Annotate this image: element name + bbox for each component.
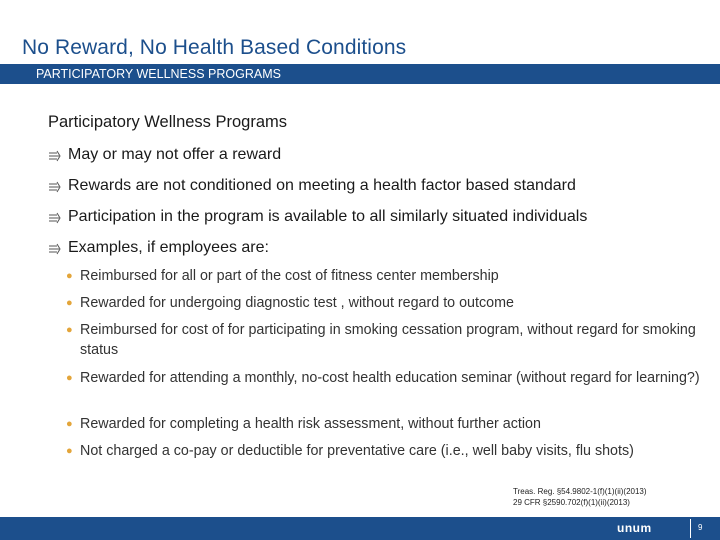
example-text: Reimbursed for all or part of the cost of fitness center membership [80,268,499,284]
example-item [66,368,706,414]
example-text: Rewarded for completing a health risk assessment, without further action [80,416,541,432]
slide-title: No Reward, No Health Based Conditions [22,36,407,59]
main-bullet-text: May or may not offer a reward [68,146,282,163]
citation [513,486,647,508]
bullet-arrow-icon [48,243,62,255]
citation-line: Treas. Reg. §54.9802-1(f)(1)(ii)(2013) [513,487,647,496]
bullet-dot-icon: ● [66,324,73,336]
example-item [66,441,706,483]
example-text: Rewarded for undergoing diagnostic test , without regard to outcome [80,295,514,311]
main-bullet-text: Examples, if employees are: [68,239,269,256]
main-bullet [48,176,708,207]
main-bullet [48,145,708,176]
unum-logo: unum [617,521,652,535]
example-item [66,320,706,368]
bullet-dot-icon: ● [66,445,73,457]
examples-list [66,266,706,483]
bullet-arrow-icon [48,212,62,224]
example-text: Reimbursed for cost of for participating in smoking cessation program, without regard for smoking status [80,322,696,358]
citation-line: 29 CFR §2590.702(f)(1)(ii)(2013) [513,498,630,507]
subtitle-bar: PARTICIPATORY WELLNESS PROGRAMS [0,64,720,84]
bullet-dot-icon: ● [66,270,73,282]
example-item [66,414,706,441]
main-bullet [48,207,708,238]
section-heading: Participatory Wellness Programs [48,113,288,131]
bullet-dot-icon: ● [66,418,73,430]
main-bullet-list [48,145,708,269]
footer-divider [690,519,691,538]
example-text: Rewarded for attending a monthly, no-cost health education seminar (without regard for learning?) [80,370,700,386]
page-number: 9 [698,523,703,532]
main-bullet-text: Participation in the program is available to all similarly situated individuals [68,208,588,225]
bullet-dot-icon: ● [66,297,73,309]
example-text: Not charged a co-pay or deductible for preventative care (i.e., well baby visits, flu shots) [80,443,634,459]
bullet-dot-icon: ● [66,372,73,384]
example-item [66,293,706,320]
main-bullet-text: Rewards are not conditioned on meeting a health factor based standard [68,177,576,194]
footer-bar [0,517,720,540]
bullet-arrow-icon [48,181,62,193]
example-item [66,266,706,293]
main-bullet [48,238,708,269]
bullet-arrow-icon [48,150,62,162]
